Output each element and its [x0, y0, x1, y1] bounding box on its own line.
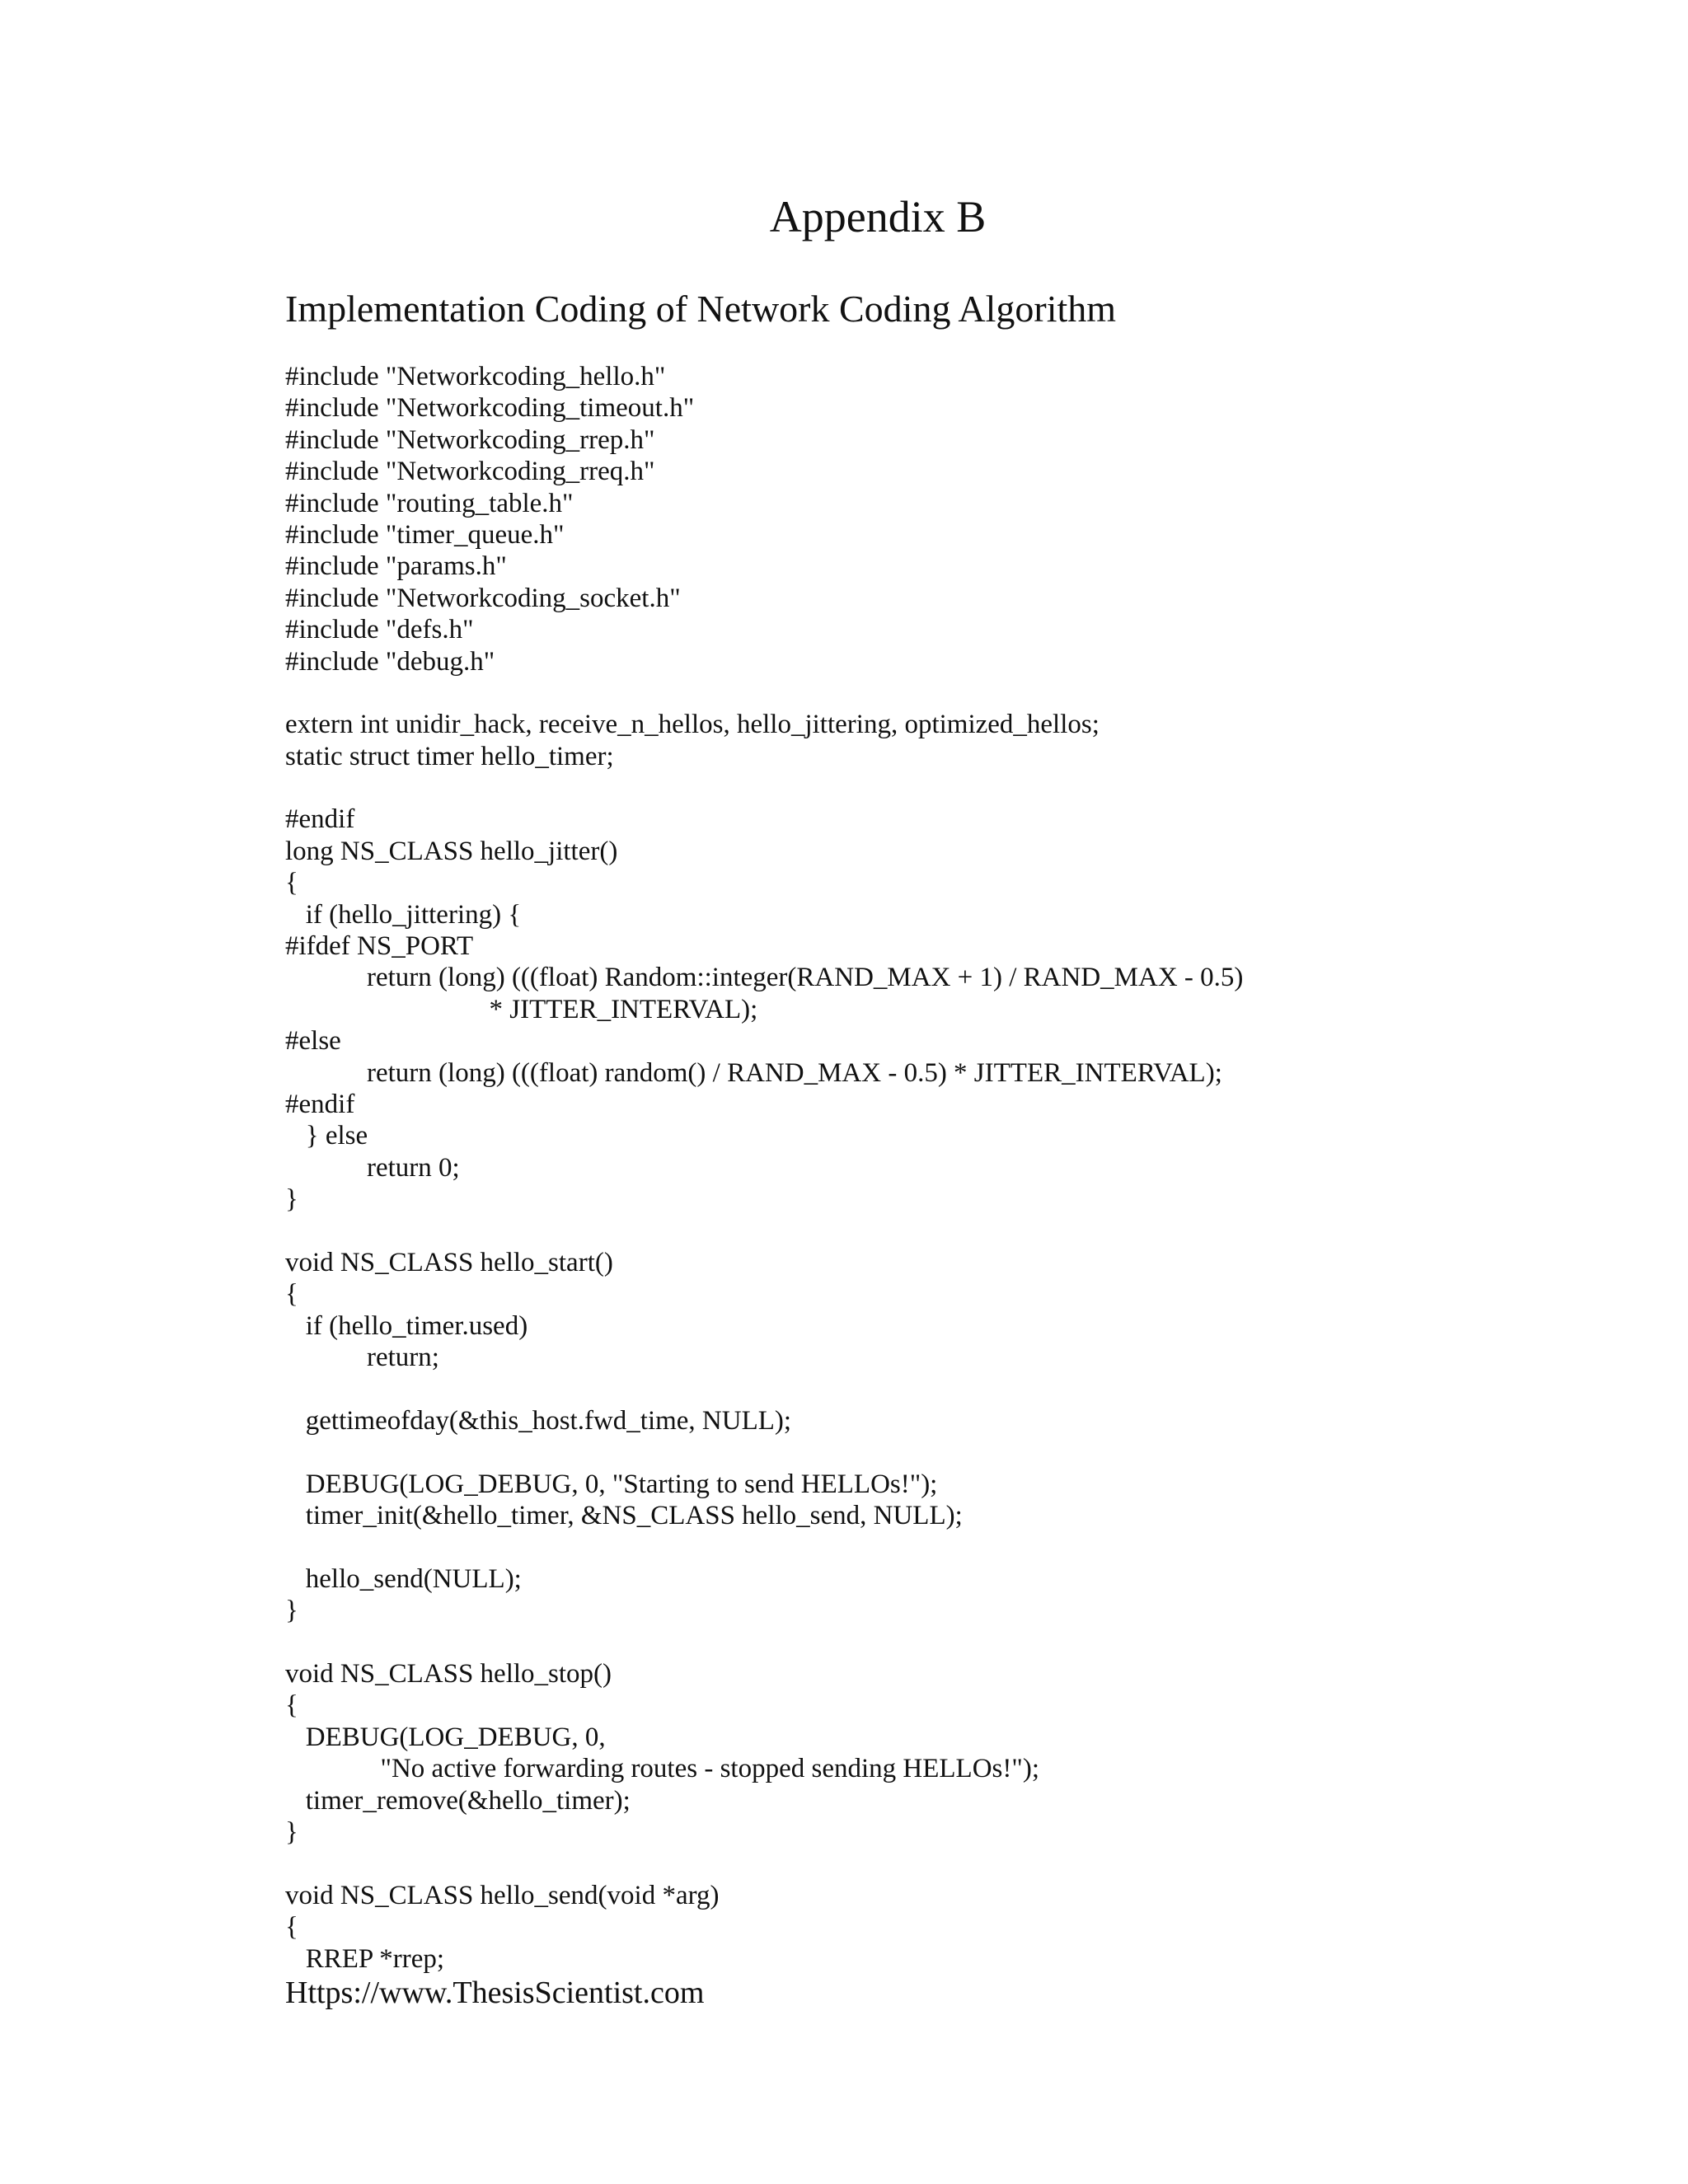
code-line — [285, 1848, 1604, 1879]
code-line — [285, 1374, 1604, 1405]
code-line — [285, 677, 1604, 709]
code-line: gettimeofday(&this_host.fwd_time, NULL); — [285, 1405, 792, 1436]
code-line: void NS_CLASS hello_stop() — [285, 1659, 612, 1690]
code-line: return 0; — [285, 1152, 460, 1183]
code-line: } — [285, 1184, 298, 1215]
code-line: "No active forwarding routes - stopped sending HELLOs!"); — [285, 1754, 1039, 1784]
code-line: #include "params.h" — [285, 551, 507, 582]
code-line: return (long) (((float) random() / RAND_MAX - 0.5) * JITTER_INTERVAL); — [285, 1057, 1222, 1088]
code-line: #endif — [285, 1089, 355, 1119]
section-title: Implementation Coding of Network Coding Algorithm — [285, 288, 1117, 330]
code-line: #ifdef NS_PORT — [285, 931, 474, 962]
code-listing — [285, 361, 1604, 1975]
code-line: * JITTER_INTERVAL); — [285, 994, 758, 1024]
code-line: DEBUG(LOG_DEBUG, 0, — [285, 1722, 606, 1752]
code-line: } — [285, 1596, 298, 1626]
code-line: { — [285, 868, 298, 898]
code-line: if (hello_jittering) { — [285, 899, 522, 930]
code-line: #include "defs.h" — [285, 615, 474, 645]
code-line: #include "timer_queue.h" — [285, 519, 565, 550]
code-line: #include "Networkcoding_rrep.h" — [285, 424, 655, 455]
code-line — [285, 772, 1604, 804]
code-line: #include "debug.h" — [285, 646, 495, 677]
code-line: long NS_CLASS hello_jitter() — [285, 836, 618, 866]
code-line: #else — [285, 1026, 341, 1057]
code-line: void NS_CLASS hello_send(void *arg) — [285, 1880, 720, 1910]
code-line: #include "Networkcoding_socket.h" — [285, 583, 681, 613]
code-line: { — [285, 1690, 298, 1721]
code-line — [285, 1436, 1604, 1468]
code-line: { — [285, 1279, 298, 1310]
code-line: { — [285, 1912, 298, 1943]
code-line: void NS_CLASS hello_start() — [285, 1247, 613, 1277]
code-line: return (long) (((float) Random::integer(RAND_MAX + 1) / RAND_MAX - 0.5) — [285, 963, 1244, 993]
appendix-title: Appendix B — [769, 192, 987, 241]
code-line: #include "Networkcoding_hello.h" — [285, 362, 666, 391]
code-line — [285, 1627, 1604, 1658]
code-line: #include "Networkcoding_timeout.h" — [285, 393, 695, 424]
code-line: static struct timer hello_timer; — [285, 741, 614, 771]
code-line: DEBUG(LOG_DEBUG, 0, "Starting to send HELLOs!"); — [285, 1469, 938, 1499]
code-line: if (hello_timer.used) — [285, 1310, 528, 1341]
code-line: #endif — [285, 804, 355, 835]
code-line — [285, 1216, 1604, 1247]
code-line: #include "routing_table.h" — [285, 488, 574, 518]
code-line: } else — [285, 1121, 368, 1151]
code-line — [285, 1531, 1604, 1563]
footer-url[interactable]: Https://www.ThesisScientist.com — [285, 1975, 705, 2010]
code-line: timer_init(&hello_timer, &NS_CLASS hello_send, NULL); — [285, 1501, 963, 1531]
code-line: extern int unidir_hack, receive_n_hellos, hello_jittering, optimized_hellos; — [285, 710, 1100, 740]
code-line: RREP *rrep; — [285, 1943, 445, 1974]
code-line: hello_send(NULL); — [285, 1563, 522, 1594]
code-line: } — [285, 1816, 298, 1847]
code-line: timer_remove(&hello_timer); — [285, 1785, 631, 1816]
code-line: #include "Networkcoding_rreq.h" — [285, 457, 655, 487]
code-line: return; — [285, 1343, 439, 1373]
